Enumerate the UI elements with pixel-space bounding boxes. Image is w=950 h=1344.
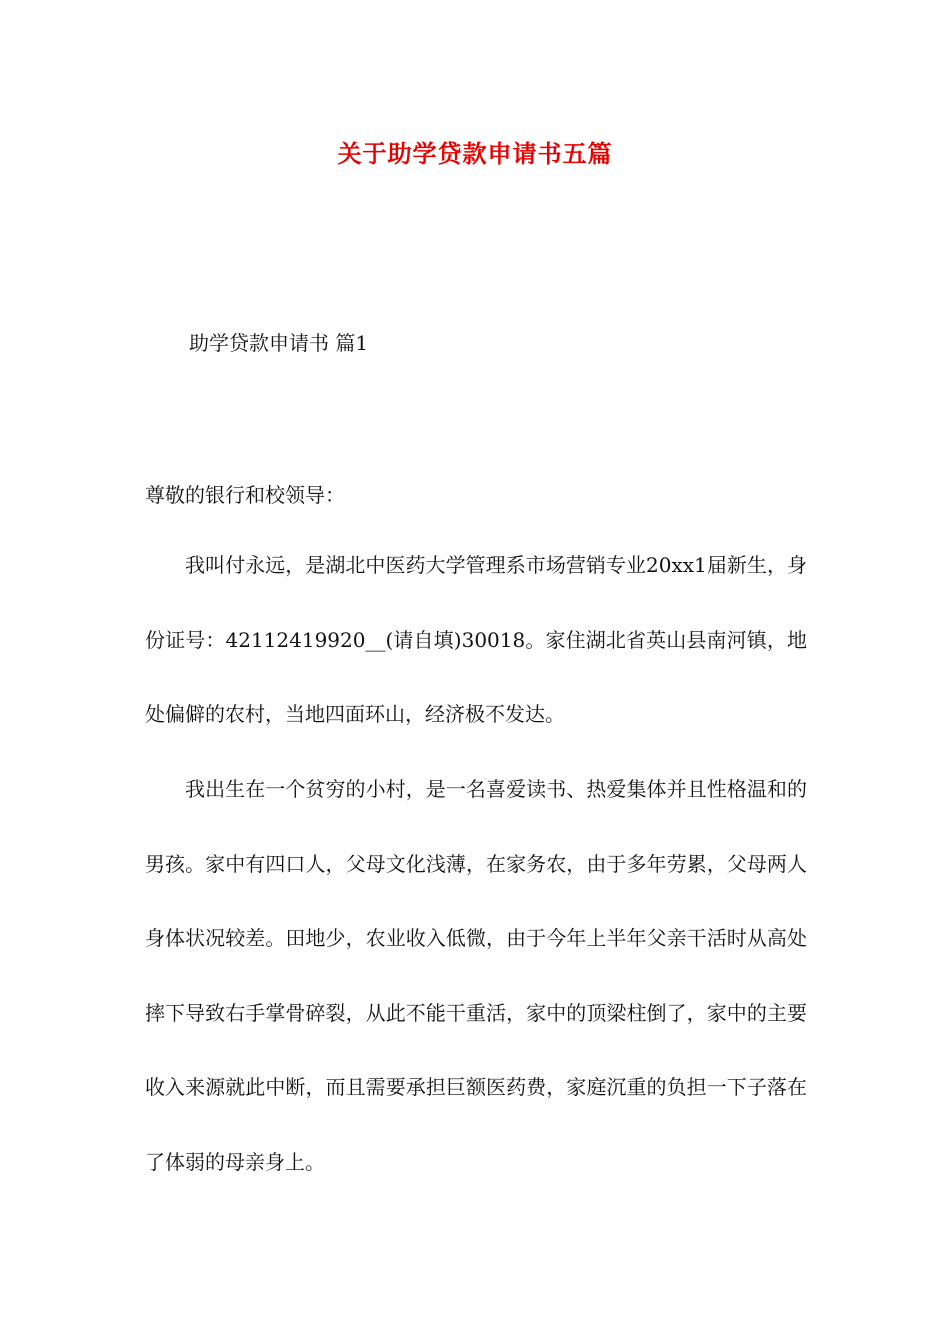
section-heading: 助学贷款申请书 篇1 bbox=[189, 331, 369, 355]
body-paragraph-2: 我出生在一个贫穷的小村，是一名喜爱读书、热爱集体并且性格温和的男孩。家中有四口人，父母文化浅薄，在家务农，由于多年劳累，父母两人身体状况较差。田地少，农业收入低微，由于今年上半年父亲干活时从高处摔下导致右手掌骨碎裂，从此不能干重活，家中的顶梁柱倒了，家中的主要收入来源就此中断，而且需要承担巨额医药费，家庭沉重的负担一下子落在了体弱的母亲身上。 bbox=[145, 777, 807, 1174]
salutation: 尊敬的银行和校领导： bbox=[145, 483, 345, 507]
document-title: 关于助学贷款申请书五篇 bbox=[337, 139, 613, 168]
body-paragraph-1: 我叫付永远，是湖北中医药大学管理系市场营销专业20xx1届新生，身份证号：42112419920__(请自填)30018。家住湖北省英山县南河镇，地处偏僻的农村，当地四面环山，经济极不发达。 bbox=[145, 553, 807, 726]
